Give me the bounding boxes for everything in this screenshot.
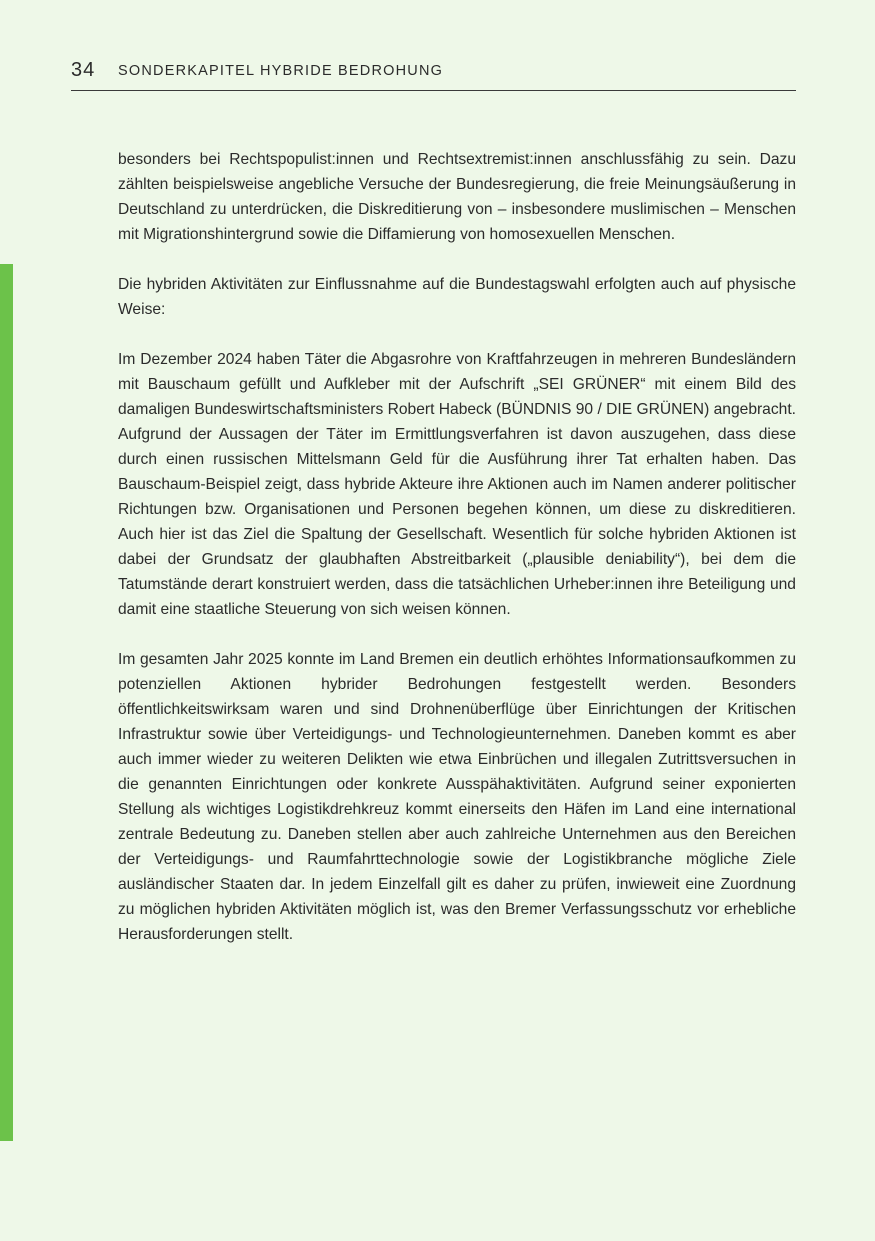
page-header (71, 56, 796, 91)
page-number: 34 (71, 59, 96, 81)
paragraph: Im Dezember 2024 haben Täter die Abgasrohre von Kraftfahrzeugen in mehreren Bundesländern mit Bauschaum gefüllt und Aufkleber mit der Aufschrift „SEI GRÜNER“ mit einem Bild des damaligen Bundeswirtschaftsministers Robert Habeck (BÜNDNIS 90 / DIE GRÜNEN) angebracht. Aufgrund der Aussagen der Täter im Ermittlungsverfahren ist davon auszugehen, dass diese durch einen russischen Mittelsmann Geld für die Ausführung ihrer Tat erhalten haben. Das Bauschaum-Beispiel zeigt, dass hybride Akteure ihre Aktionen auch im Namen anderer politischer Richtungen bzw. Organisationen und Personen begehen können, um diese zu diskreditieren. Auch hier ist das Ziel die Spaltung der Gesellschaft. Wesentlich für solche hybriden Aktionen ist dabei der Grundsatz der glaubhaften Abstreitbarkeit („plausible deniability“), bei dem die Tatumstände derart konstruiert werden, dass die tatsächlichen Urheber:innen ihre Beteiligung und damit eine staatliche Steuerung von sich weisen können. (118, 351, 796, 618)
green-side-bar (0, 264, 13, 1141)
running-title: SONDERKAPITEL HYBRIDE BEDROHUNG (118, 63, 444, 79)
paragraph: Die hybriden Aktivitäten zur Einflussnahme auf die Bundestagswahl erfolgten auch auf physische Weise: (118, 276, 796, 318)
paragraph: besonders bei Rechtspopulist:innen und Rechtsextremist:innen anschlussfähig zu sein. Dazu zählten beispielsweise angebliche Versuche der Bundesregierung, die freie Meinungsäußerung in Deutschland zu unterdrücken, die Diskreditierung von – insbesondere muslimischen – Menschen mit Migrationshintergrund sowie die Diffamierung von homosexuellen Menschen. (118, 151, 796, 243)
body-text (118, 147, 796, 972)
paragraph: Im gesamten Jahr 2025 konnte im Land Bremen ein deutlich erhöhtes Informationsaufkommen zu potenziellen Aktionen hybrider Bedrohungen festgestellt werden. Besonders öffentlichkeitswirksam waren und sind Drohnenüberflüge über Einrichtungen der Kritischen Infrastruktur sowie über Verteidigungs- und Technologieunternehmen. Daneben kommt es aber auch immer wieder zu weiteren Delikten wie etwa Einbrüchen und illegalen Zutrittsversuchen in die genannten Einrichtungen oder konkrete Ausspähaktivitäten. Aufgrund seiner exponierten Stellung als wichtiges Logistikdrehkreuz kommt einerseits den Häfen im Land eine international zentrale Bedeutung zu. Daneben stellen aber auch zahlreiche Unternehmen aus den Bereichen der Verteidigungs- und Raumfahrttechnologie sowie der Logistikbranche mögliche Ziele ausländischer Staaten dar. In jedem Einzelfall gilt es daher zu prüfen, inwieweit eine Zuordnung zu möglichen hybriden Aktivitäten möglich ist, was den Bremer Verfassungsschutz vor erhebliche Herausforderungen stellt. (118, 651, 796, 943)
